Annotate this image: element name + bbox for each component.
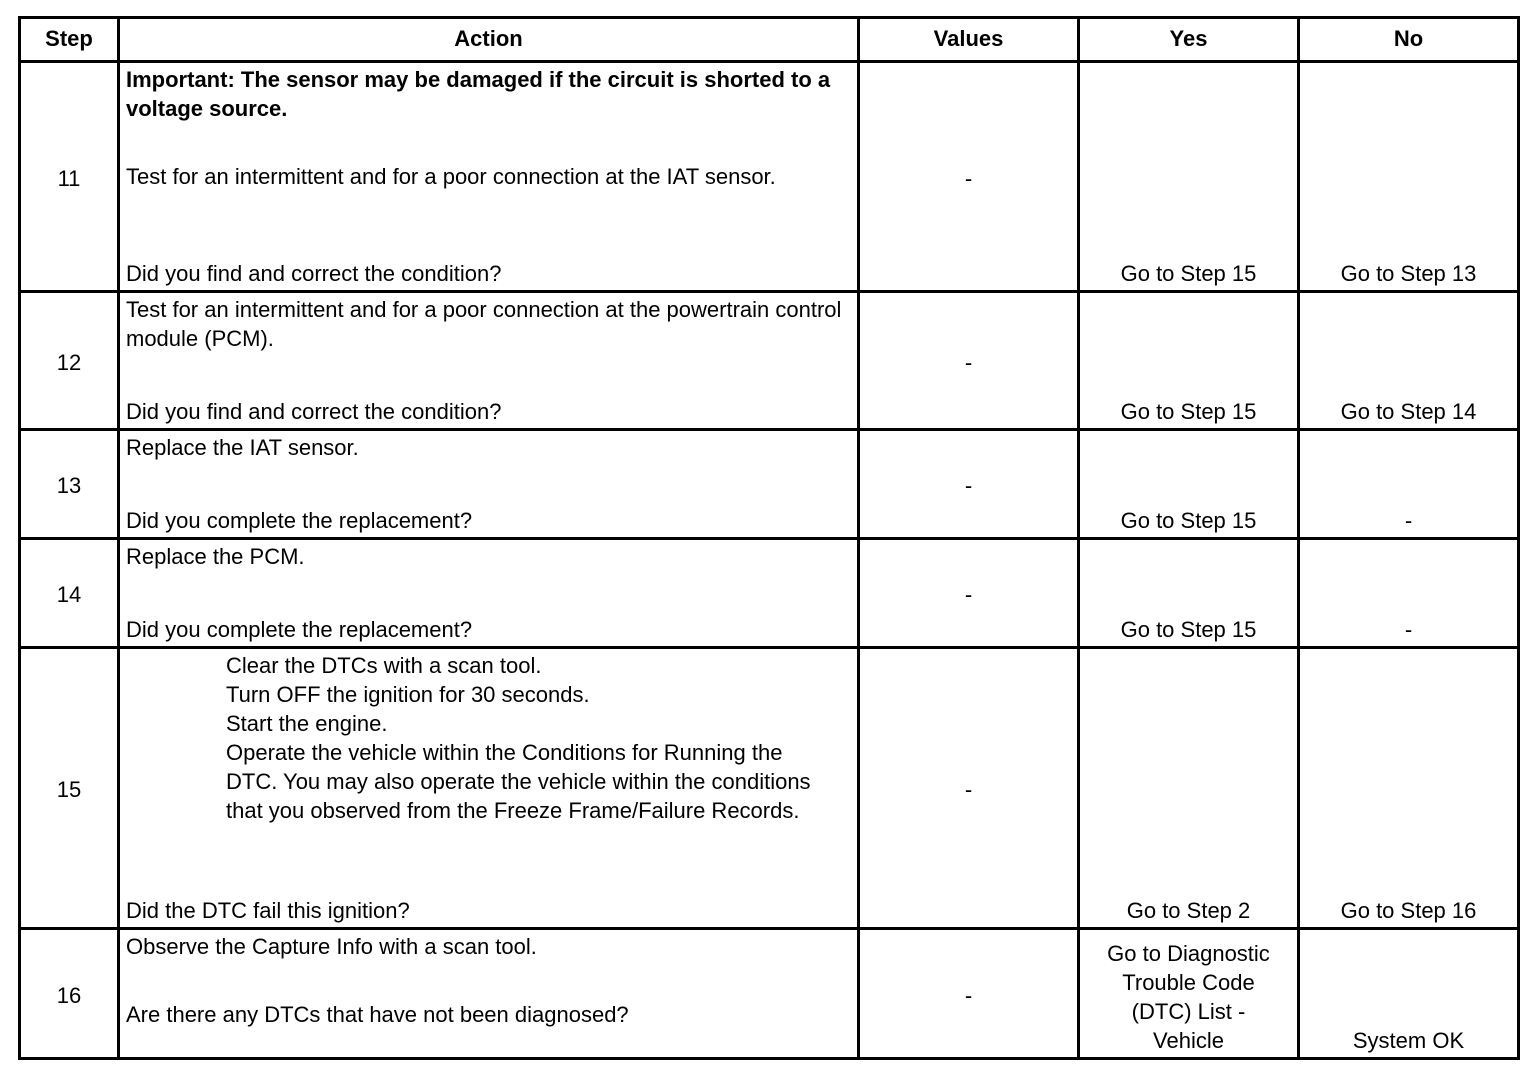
yes-cell: Go to Step 15 <box>1080 63 1300 293</box>
action-cell <box>120 649 860 930</box>
values-cell: - <box>860 431 1080 540</box>
values-cell: - <box>860 540 1080 649</box>
list-item: Start the engine. <box>226 711 388 736</box>
no-cell: - <box>1404 508 1413 533</box>
step-number: 16 <box>21 930 120 1060</box>
values-cell: - <box>860 63 1080 293</box>
step-number: 14 <box>21 540 120 649</box>
no-cell: - <box>1404 617 1413 642</box>
step-number: 15 <box>21 649 120 930</box>
table-row <box>21 60 1517 293</box>
yes-cell: Go to Step 15 <box>1080 431 1300 540</box>
values-cell: - <box>860 930 1080 1060</box>
action-cell <box>120 431 860 540</box>
header-step: Step <box>21 19 120 60</box>
table-header-row <box>21 19 1517 60</box>
no-cell: Go to Step 14 <box>1340 399 1477 424</box>
values-cell: - <box>860 649 1080 930</box>
important-note: Important: The sensor may be damaged if the circuit is shorted to a voltage source. <box>126 67 831 121</box>
action-question: Did you complete the replacement? <box>126 508 473 533</box>
list-item: Operate the vehicle within the Conditions for Running the DTC. You may also operate the vehicle within the conditions that you observed from the Freeze Frame/Failure Records. <box>226 740 811 823</box>
action-question: Did you complete the replacement? <box>126 617 473 642</box>
no-cell: Go to Step 13 <box>1340 261 1477 286</box>
yes-cell: Go to Step 15 <box>1080 293 1300 431</box>
header-action: Action <box>120 19 860 60</box>
header-no: No <box>1393 26 1424 51</box>
action-cell <box>120 930 860 1060</box>
no-cell: System OK <box>1352 1028 1465 1053</box>
action-cell <box>120 540 860 649</box>
action-question: Are there any DTCs that have not been diagnosed? <box>126 1002 629 1027</box>
action-question: Did you find and correct the condition? <box>126 399 502 424</box>
action-steps-list <box>126 651 851 825</box>
step-number: 11 <box>21 63 120 293</box>
values-cell: - <box>860 293 1080 431</box>
action-instruction: Test for an intermittent and for a poor connection at the powertrain control module (PCM). <box>126 297 842 351</box>
action-question: Did you find and correct the condition? <box>126 261 502 286</box>
list-item: Clear the DTCs with a scan tool. <box>226 653 542 678</box>
yes-cell: Go to Diagnostic Trouble Code (DTC) List - Vehicle <box>1080 930 1300 1060</box>
action-cell <box>120 293 860 431</box>
table-row <box>21 537 1517 649</box>
action-cell <box>120 63 860 293</box>
action-instruction: Replace the IAT sensor. <box>126 435 359 460</box>
table-row <box>21 646 1517 930</box>
no-cell: Go to Step 16 <box>1340 898 1477 923</box>
action-instruction: Replace the PCM. <box>126 544 305 569</box>
action-question: Did the DTC fail this ignition? <box>126 898 410 923</box>
diagnostic-table <box>18 16 1520 1060</box>
list-item: Turn OFF the ignition for 30 seconds. <box>226 682 590 707</box>
action-instruction: Observe the Capture Info with a scan tool. <box>126 934 537 959</box>
action-instruction: Test for an intermittent and for a poor connection at the IAT sensor. <box>126 164 776 189</box>
step-number: 12 <box>21 293 120 431</box>
header-values: Values <box>860 19 1080 60</box>
table-row <box>21 927 1517 1060</box>
header-yes: Yes <box>1080 19 1300 60</box>
table-row <box>21 290 1517 431</box>
yes-cell: Go to Step 2 <box>1080 649 1300 930</box>
step-number: 13 <box>21 431 120 540</box>
yes-cell: Go to Step 15 <box>1080 540 1300 649</box>
table-row <box>21 428 1517 540</box>
